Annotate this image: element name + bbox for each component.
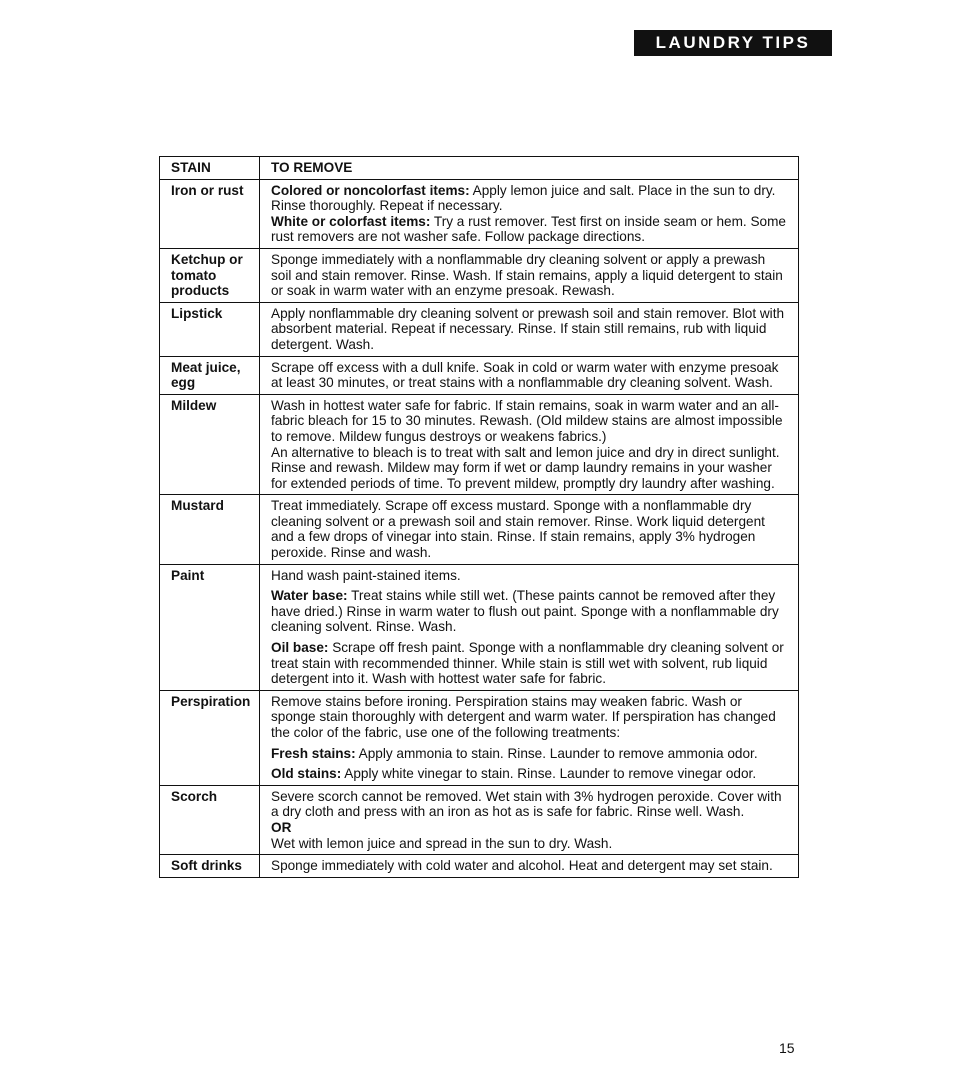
instruction-paragraph	[271, 360, 788, 391]
instruction-text: Sponge immediately with a nonflammable dry cleaning solvent or apply a prewash soil and stain remover. Rinse. Wash. If stain remains, apply a liquid detergent to stain or soak in warm water with an enzyme presoak. Rewash.	[271, 251, 783, 299]
stain-name: Mustard	[160, 495, 260, 564]
instruction-paragraph	[271, 640, 788, 687]
page-number: 15	[779, 1040, 795, 1056]
instruction-lead: Water base:	[271, 588, 348, 604]
section-title: LAUNDRY TIPS	[655, 33, 811, 52]
instruction-paragraph	[271, 858, 788, 874]
instruction-lead: Old stains:	[271, 766, 342, 782]
instruction-text: Wash in hottest water safe for fabric. If stain remains, soak in warm water and an all-fabric bleach for 15 to 30 minutes. Rewash. (Old mildew stains are almost impossible to remove. Mildew fungus destroys or weakens fabrics.)	[271, 397, 783, 444]
instruction-lead: White or colorfast items:	[271, 213, 431, 229]
table-row	[160, 690, 799, 785]
table-row	[160, 394, 799, 495]
instruction-lead: Oil base:	[271, 640, 329, 656]
instruction-text: Treat immediately. Scrape off excess mustard. Sponge with a nonflammable dry cleaning solvent or a prewash soil and stain remover. Rinse. Work liquid detergent and a few drops of vinegar into stain. Rinse. If stain remains, apply 3% hydrogen peroxide. Rinse and wash.	[271, 498, 765, 561]
stain-name: Scorch	[160, 785, 260, 854]
instruction-text: Apply ammonia to stain. Rinse. Launder to remove ammonia odor.	[355, 745, 758, 761]
instruction-lead: Colored or noncolorfast items:	[271, 182, 470, 198]
stain-name: Meat juice, egg	[160, 356, 260, 394]
section-header	[634, 30, 832, 56]
instruction-text: Sponge immediately with cold water and alcohol. Heat and detergent may set stain.	[271, 858, 773, 874]
table-row	[160, 785, 799, 854]
instruction-text: Try a rust remover. Test first on inside seam or hem. Some rust removers are not washer safe. Follow package directions.	[271, 213, 786, 245]
instruction-paragraph	[271, 306, 788, 353]
removal-instructions	[260, 356, 799, 394]
instruction-paragraph	[271, 214, 788, 245]
instruction-text: Remove stains before ironing. Perspiration stains may weaken fabric. Wash or sponge stain thoroughly with detergent and warm water. If perspiration has changed the color of the fabric, use one of the following treatments:	[271, 693, 776, 740]
instruction-paragraph	[271, 398, 788, 445]
instruction-paragraph	[271, 252, 788, 299]
instruction-paragraph	[271, 445, 788, 492]
table-row	[160, 302, 799, 356]
removal-instructions	[260, 394, 799, 495]
instruction-paragraph	[271, 836, 788, 852]
instruction-paragraph	[271, 183, 788, 214]
instruction-text: Treat stains while still wet. (These paints cannot be removed after they have dried.) Rinse in warm water to flush out paint. Sponge with a nonflammable dry cleaning solvent. Rinse. Wash.	[271, 588, 779, 635]
or-separator: OR	[271, 819, 292, 835]
removal-instructions	[260, 785, 799, 854]
removal-instructions	[260, 302, 799, 356]
instruction-paragraph	[271, 746, 788, 762]
instruction-lead: Fresh stains:	[271, 745, 356, 761]
instruction-paragraph	[271, 588, 788, 635]
table-row	[160, 495, 799, 564]
table-row	[160, 356, 799, 394]
stain-name: Perspiration	[160, 690, 260, 785]
stain-name: Iron or rust	[160, 179, 260, 248]
table-row	[160, 564, 799, 690]
removal-instructions	[260, 690, 799, 785]
table-row	[160, 855, 799, 878]
instruction-paragraph	[271, 568, 788, 584]
table-body	[160, 179, 799, 877]
stain-name: Lipstick	[160, 302, 260, 356]
column-header-to-remove: TO REMOVE	[260, 157, 799, 180]
table-row	[160, 179, 799, 248]
table-header-row	[160, 157, 799, 180]
removal-instructions	[260, 564, 799, 690]
stain-name: Mildew	[160, 394, 260, 495]
instruction-text: Scrape off fresh paint. Sponge with a nonflammable dry cleaning solvent or treat stain with recommended thinner. While stain is still wet with solvent, rub liquid detergent into it. Wash with hottest water safe for fabric.	[271, 640, 784, 687]
instruction-text: An alternative to bleach is to treat with salt and lemon juice and dry in direct sunlight. Rinse and rewash. Mildew may form if wet or damp laundry remains in your washer for extended periods of time. To prevent mildew, promptly dry laundry after washing.	[271, 444, 780, 491]
instruction-paragraph	[271, 789, 788, 820]
stain-name: Ketchup or tomato products	[160, 248, 260, 302]
instruction-paragraph	[271, 766, 788, 782]
instruction-text: Apply white vinegar to stain. Rinse. Launder to remove vinegar odor.	[341, 766, 757, 782]
instruction-paragraph	[271, 694, 788, 741]
stain-name: Paint	[160, 564, 260, 690]
instruction-text: Scrape off excess with a dull knife. Soak in cold or warm water with enzyme presoak at least 30 minutes, or treat stains with a nonflammable dry cleaning solvent. Wash.	[271, 359, 779, 391]
removal-instructions	[260, 855, 799, 878]
instruction-text: Apply lemon juice and salt. Place in the sun to dry. Rinse thoroughly. Repeat if necessary.	[271, 182, 776, 214]
table-row	[160, 248, 799, 302]
instruction-text: Hand wash paint-stained items.	[271, 567, 461, 583]
instruction-text: Wet with lemon juice and spread in the sun to dry. Wash.	[271, 835, 613, 851]
removal-instructions	[260, 248, 799, 302]
stain-name: Soft drinks	[160, 855, 260, 878]
column-header-stain: STAIN	[160, 157, 260, 180]
stain-removal-table	[159, 156, 799, 878]
instruction-paragraph	[271, 498, 788, 560]
instruction-text: Severe scorch cannot be removed. Wet stain with 3% hydrogen peroxide. Cover with a dry cloth and press with an iron as hot as is safe for fabric. Rinse well. Wash.	[271, 788, 782, 820]
removal-instructions	[260, 179, 799, 248]
removal-instructions	[260, 495, 799, 564]
instruction-text: Apply nonflammable dry cleaning solvent or prewash soil and stain remover. Blot with absorbent material. Repeat if necessary. Rinse. If stain still remains, rub with liquid detergent. Wash.	[271, 305, 785, 352]
